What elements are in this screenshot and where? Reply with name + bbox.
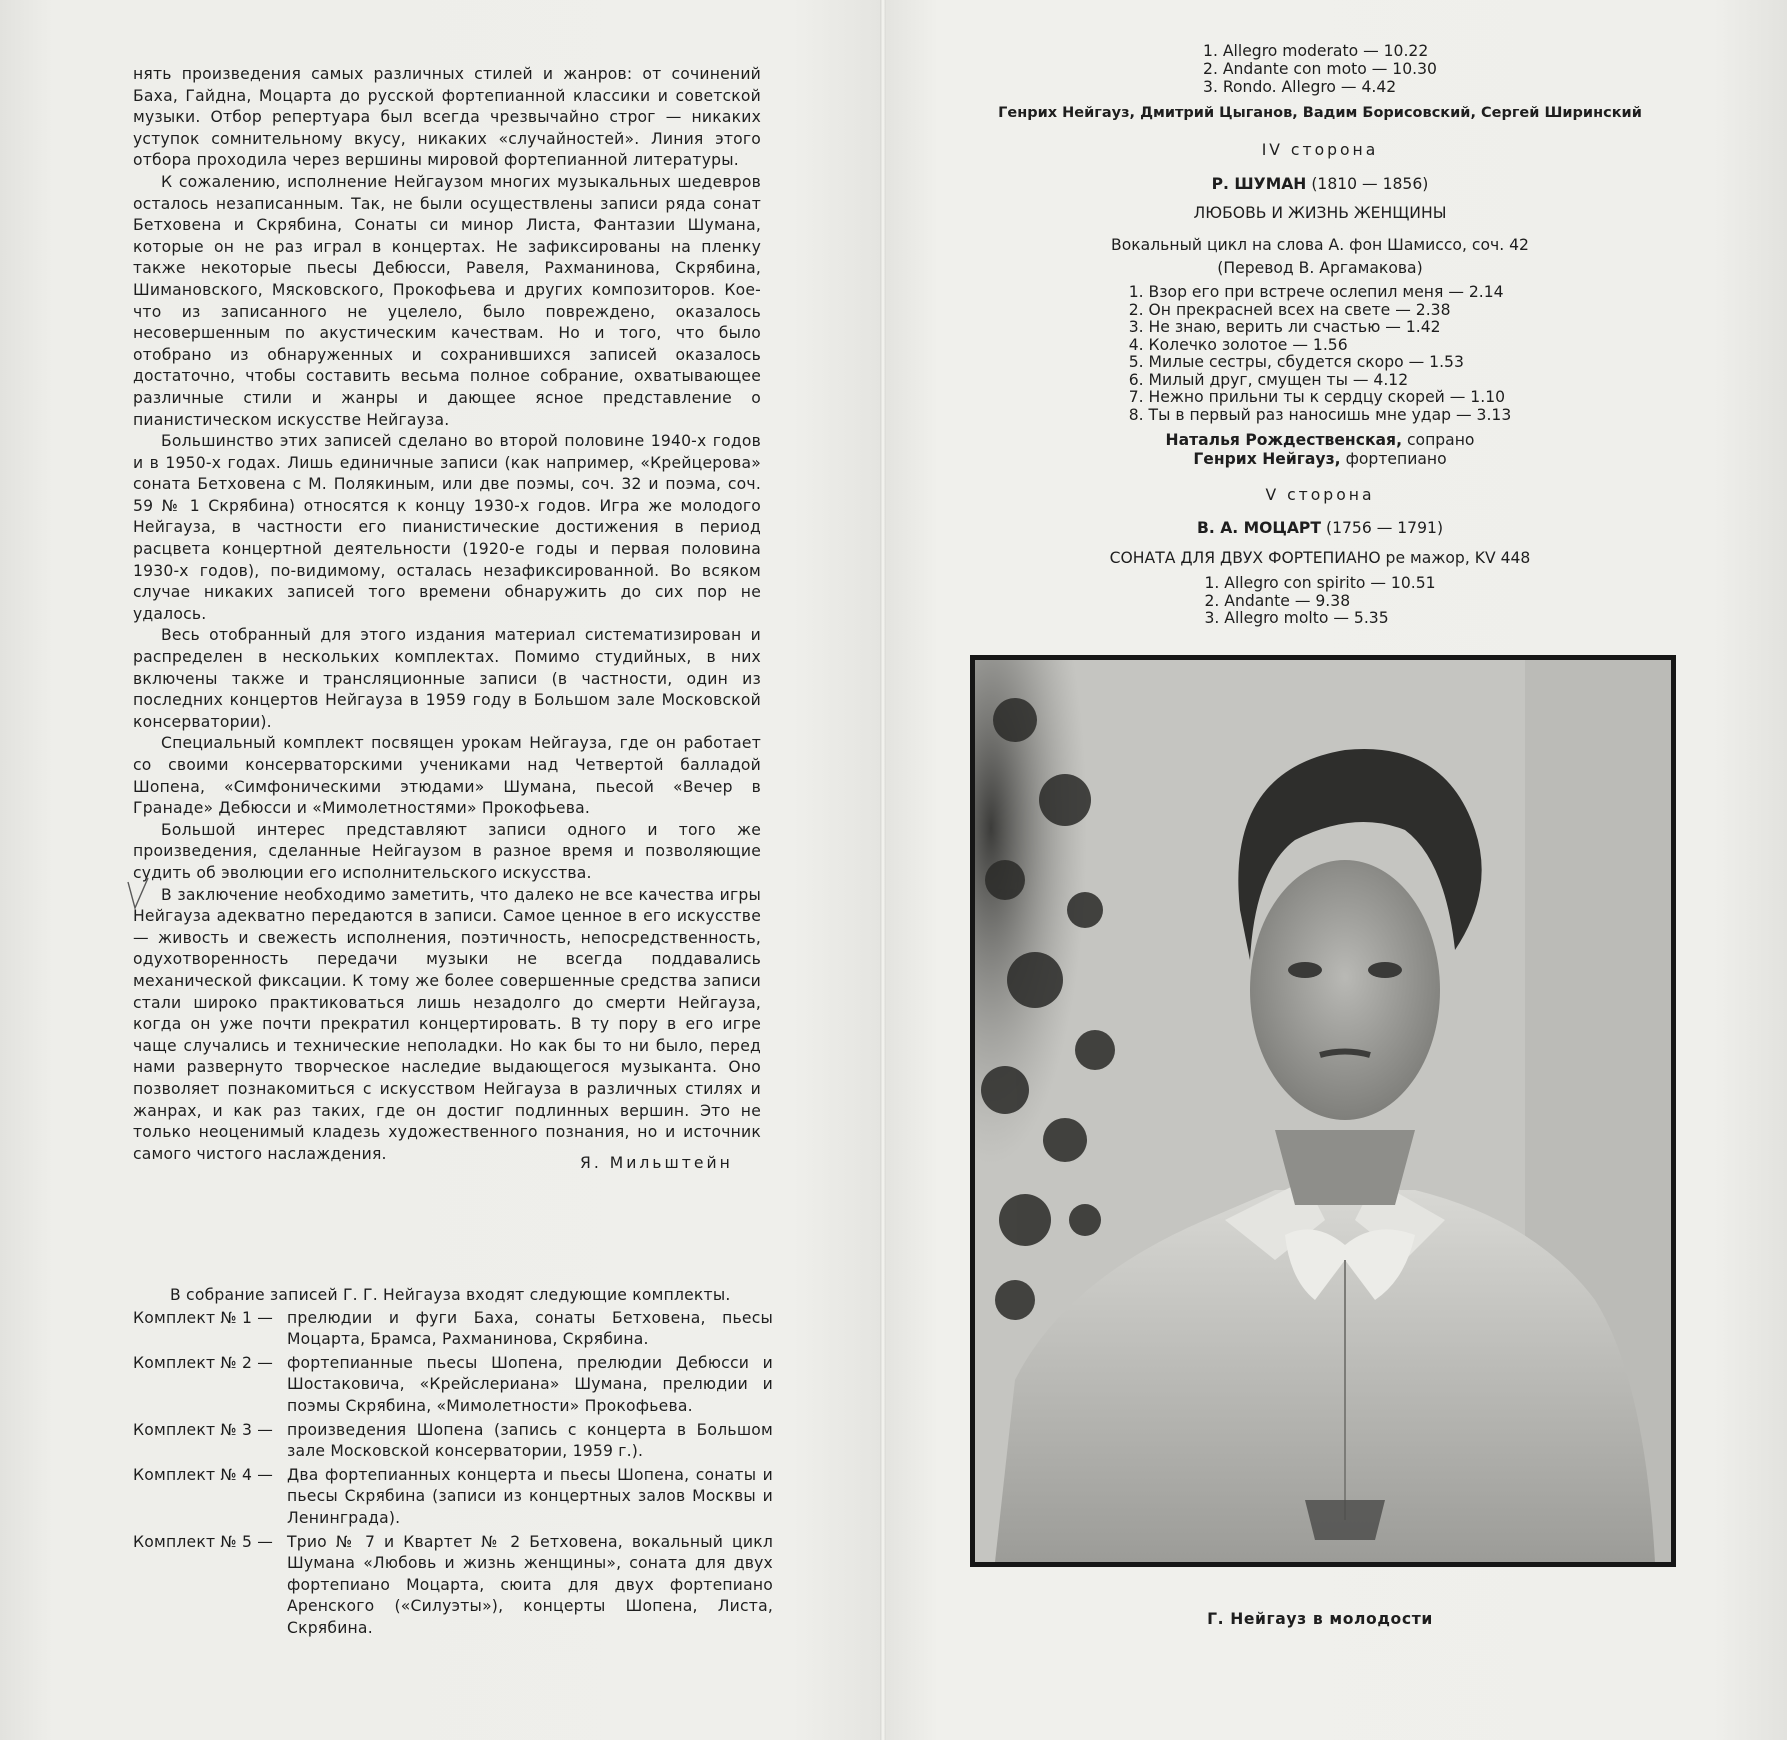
kit-description: произведения Шопена (запись с концерта в Большом зале Московской консерватории, 1959 г.). — [287, 1420, 773, 1461]
track-item: 6. Милый друг, смущен ты — 4.12 — [1128, 370, 1409, 389]
side4-track-list — [960, 284, 1680, 424]
side4-translation: (Перевод В. Аргамакова) — [1217, 259, 1423, 277]
essay-paragraph: Специальный комплект посвящен урокам Нейгауза, где он работает со своими консерваторскими учениками над Четвертой балладой Шопена, «Симфоническими этюдами» Шумана, пьесой «Вечер в Гранаде» Дебюсси и «Мимолетностями» Прокофьева. — [133, 734, 761, 818]
kit-name: Комплект № 5 — — [133, 1532, 274, 1551]
track-item: 2. Andante con moto — 10.30 — [1203, 60, 1437, 78]
kit-row — [133, 1420, 773, 1463]
track-item: 1. Allegro con spirito — 10.51 — [1204, 574, 1436, 592]
kit-name: Комплект № 3 — — [133, 1420, 274, 1439]
track-item: 3. Allegro molto — 5.35 — [1204, 609, 1389, 627]
side5-track-list — [960, 575, 1680, 628]
top-performers: Генрих Нейгауз, Дмитрий Цыганов, Вадим Борисовский, Сергей Ширинский — [998, 105, 1642, 121]
kit-row — [133, 1308, 773, 1351]
side4-composer-line — [960, 175, 1680, 193]
kit-description: фортепианные пьесы Шопена, прелюдии Дебюсси и Шостаковича, «Крейслериана» Шумана, прелюдии и поэмы Скрябина, «Мимолетности» Прокофьева. — [287, 1353, 773, 1415]
kit-name: Комплект № 2 — — [133, 1353, 274, 1372]
essay-paragraph: К сожалению, исполнение Нейгаузом многих музыкальных шедевров осталось незаписанным. Так, не были осуществлены записи ряда сонат Бетховена и Скрябина, Сонаты си минор Листа, Фантазии Шумана, которые он не раз играл в концертах. Не зафиксированы на пленку также некоторые пьесы Дебюсси, Равеля, Рахманинова, Скрябина, Шимановского, Мясковского, Прокофьева и других композиторов. Кое-что из записанного не уцелело, было повреждено, оказалось несовершенным по акустическим качествам. Но и того, что было отобрано из обнаруженных и сохранившихся записей оказалось достаточно, чтобы составить весьма полное собрание, охватывающее различные стили и жанры и дающее ясное представление о пианистическом искусстве Нейгауза. — [133, 172, 761, 429]
side4-composer: Р. ШУМАН — [1211, 175, 1307, 193]
portrait-illustration — [975, 660, 1671, 1562]
kit-description: Трио № 7 и Квартет № 2 Бетховена, вокальный цикл Шумана «Любовь и жизнь женщины», соната для двух фортепиано Моцарта, сюита для двух фортепиано Аренского («Силуэты»), концерты Шопена, Листа, Скрябина. — [287, 1532, 773, 1637]
essay-paragraph: Большой интерес представляют записи одного и того же произведения, сделанные Нейгаузом в разное время и позволяющие судить об эволюции его исполнительского искусства. — [133, 820, 761, 882]
track-item: 4. Колечко золотое — 1.56 — [1128, 335, 1348, 354]
kits-intro: В собрание записей Г. Г. Нейгауза входят следующие комплекты. — [170, 1286, 731, 1304]
performer-role: сопрано — [1406, 431, 1475, 449]
side4-performer-1 — [960, 431, 1680, 449]
essay-text — [133, 64, 761, 1165]
essay-paragraph: нять произведения самых различных стилей и жанров: от сочинений Баха, Гайдна, Моцарта до русской фортепианной классики и советской музыки. Отбор репертуара был всегда чрезвычайно строг — никаких уступок сомнительному вкусу, никаких «случайностей». Линия этого отбора проходила через вершины мировой фортепианной литературы. — [133, 65, 761, 170]
side4-performer-2 — [960, 450, 1680, 468]
kit-row — [133, 1465, 773, 1530]
kit-name: Комплект № 1 — — [133, 1308, 274, 1327]
kit-row — [133, 1353, 773, 1418]
kit-description: Два фортепианных концерта и пьесы Шопена, сонаты и пьесы Скрябина (записи из концертных залов Москвы и Ленинграда). — [287, 1465, 773, 1527]
essay-paragraph: Большинство этих записей сделано во второй половине 1940-х годов и в 1950-х годах. Лишь единичные записи (как например, «Крейцерова» соната Бетховена с М. Полякиным, или две поэмы, соч. 32 и поэма, соч. 59 № 1 Скрябина) относятся к концу 1930-х годов. Игра же молодого Нейгауза, в частности его пианистические достижения в период расцвета концертной деятельности (1920-е годы и первая половина 1930-х годов), по-видимому, осталась незафиксированной. Во всяком случае никаких записей того времени обнаружить до сих пор не удалось. — [133, 432, 761, 623]
performer-role: фортепиано — [1345, 450, 1447, 468]
track-item: 1. Allegro moderato — 10.22 — [1203, 42, 1429, 60]
kit-description: прелюдии и фуги Баха, сонаты Бетховена, пьесы Моцарта, Брамса, Рахманинова, Скрябина. — [287, 1308, 773, 1349]
track-item: 2. Он прекрасней всех на свете — 2.38 — [1128, 300, 1451, 319]
side4-work-subtitle: Вокальный цикл на слова А. фон Шамиссо, соч. 42 — [1111, 236, 1529, 254]
kits-list — [133, 1285, 773, 1642]
track-item: 5. Милые сестры, сбудется скоро — 1.53 — [1128, 353, 1464, 371]
center-fold — [880, 0, 886, 1740]
side4-work-title: ЛЮБОВЬ И ЖИЗНЬ ЖЕНЩИНЫ — [1193, 204, 1447, 222]
pencil-checkmark-icon — [126, 876, 150, 912]
track-item: 1. Взор его при встрече ослепил меня — 2.14 — [1128, 283, 1504, 301]
top-track-list — [960, 42, 1680, 96]
portrait-image — [975, 660, 1671, 1562]
track-item: 7. Нежно прильни ты к сердцу скорей — 1.10 — [1128, 388, 1506, 406]
kit-name: Комплект № 4 — — [133, 1465, 274, 1484]
essay-paragraph: В заключение необходимо заметить, что далеко не все качества игры Нейгауза адекватно передаются в записи. Самое ценное в его искусстве — живость и свежесть исполнения, поэтичность, непосредственность, одухотворенность передачи музыки не всегда поддавались механической фиксации. К тому же более совершенные средства записи стали широко практиковаться лишь незадолго до смерти Нейгауза, когда он уже почти прекратил концертировать. В ту пору в его игре чаще случались и технические неполадки. Но как бы то ни было, перед нами развернуто творческое наследие выдающегося музыканта. Оно позволяет познакомиться с искусством Нейгауза в различных стилях и жанрах, и как раз таких, где он достиг подлинных вершин. Это не только неоценимый кладезь художественного познания, но и источник самого чистого наслаждения. — [133, 885, 761, 1163]
track-item: 8. Ты в первый раз наносишь мне удар — 3.13 — [1128, 405, 1512, 424]
performer-name: Наталья Рождественская, — [1165, 431, 1402, 449]
side5-work-title: СОНАТА ДЛЯ ДВУХ ФОРТЕПИАНО ре мажор, KV 448 — [1109, 549, 1531, 567]
kit-row — [133, 1532, 773, 1640]
performer-name: Генрих Нейгауз, — [1193, 450, 1341, 468]
track-item: 2. Andante — 9.38 — [1204, 591, 1351, 610]
side5-label: V сторона — [1265, 486, 1375, 504]
side5-composer-line — [960, 519, 1680, 537]
photo-caption: Г. Нейгауз в молодости — [1207, 1610, 1433, 1628]
side4-years: (1810 — 1856) — [1311, 175, 1429, 193]
essay-signature: Я. Мильштейн — [580, 1154, 733, 1172]
side5-composer: В. А. МОЦАРТ — [1196, 519, 1322, 537]
side5-years: (1756 — 1791) — [1325, 519, 1444, 537]
essay-paragraph: Весь отобранный для этого издания материал систематизирован и распределен в нескольких комплектах. Помимо студийных, в них включены также и трансляционные записи (в частности, один из последних концертов Нейгауза в 1959 году в Большом зале Московской консерватории). — [133, 626, 761, 731]
track-item: 3. Rondo. Allegro — 4.42 — [1203, 78, 1397, 96]
side4-label: IV сторона — [1261, 141, 1379, 159]
portrait-photo — [970, 655, 1676, 1567]
track-item: 3. Не знаю, верить ли счастью — 1.42 — [1128, 318, 1441, 336]
